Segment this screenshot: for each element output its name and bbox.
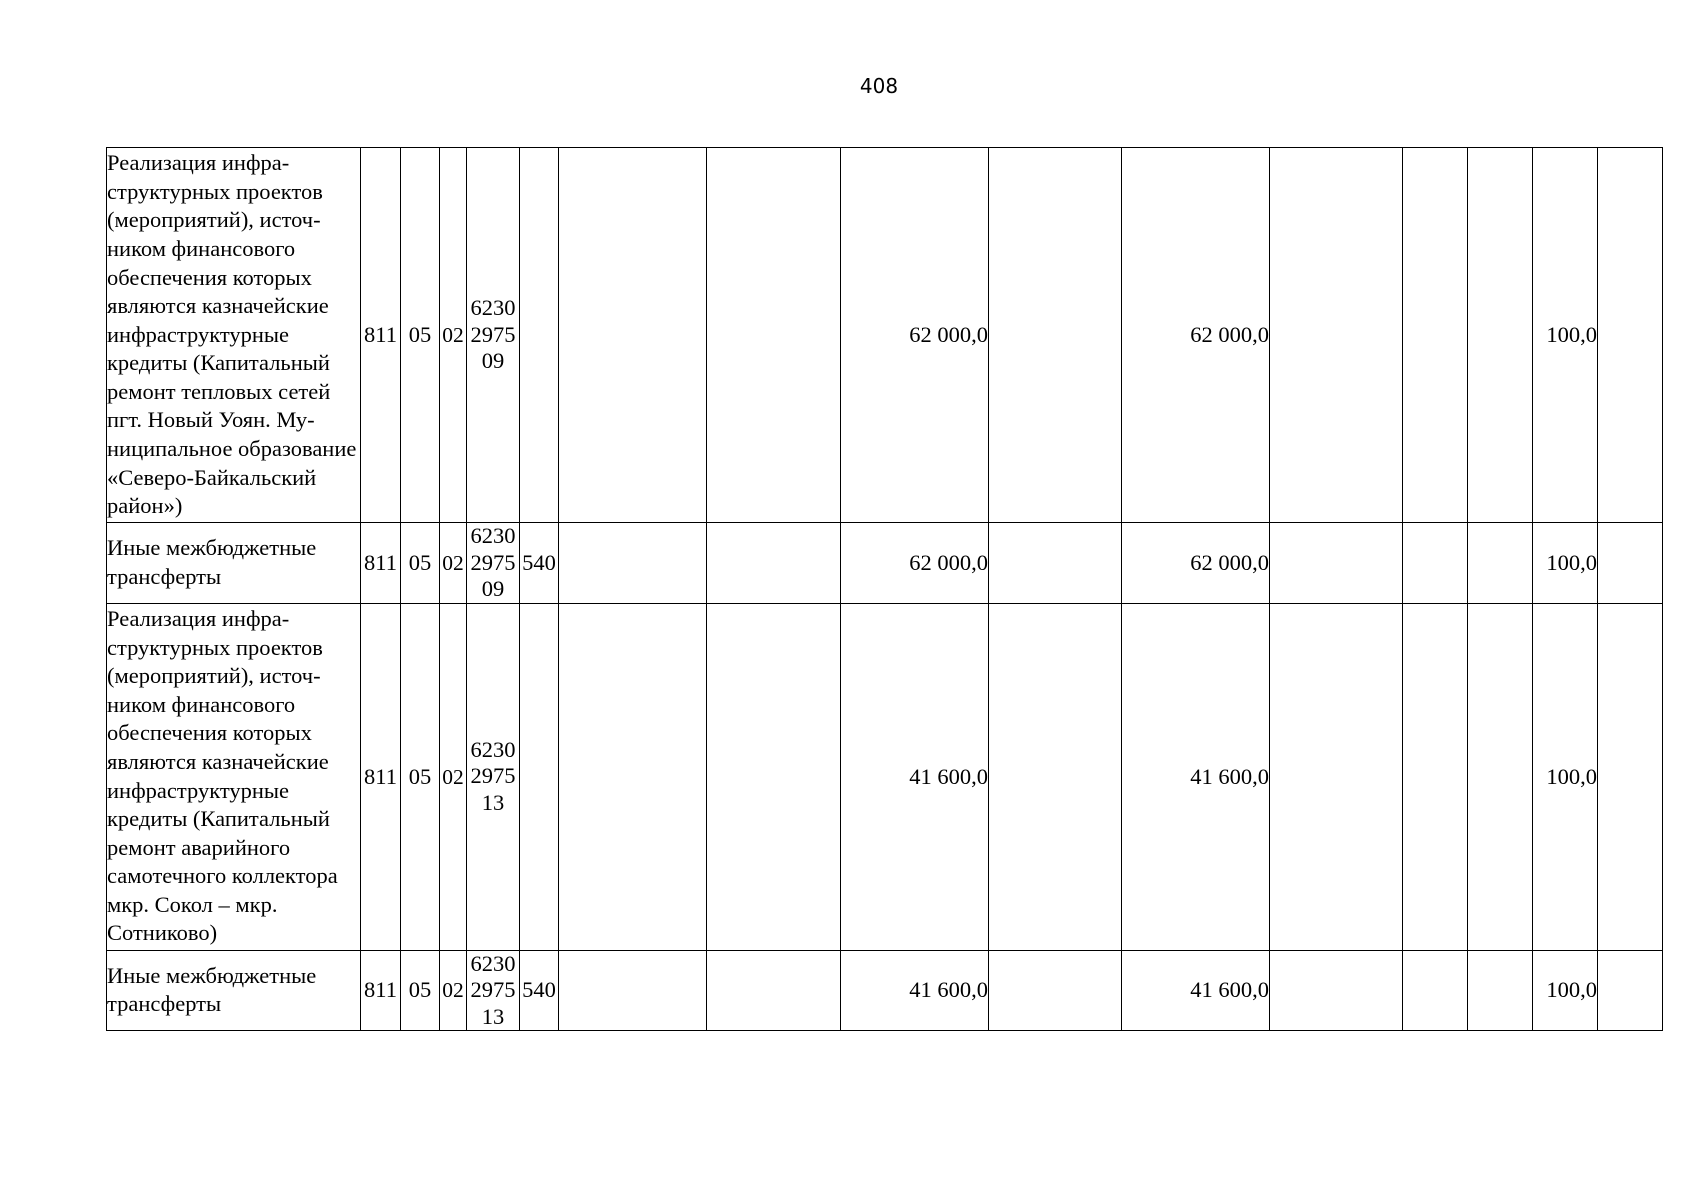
cell-plan: 41 600,0 — [841, 603, 989, 950]
cell-col-a — [559, 523, 707, 604]
cell-col-d — [1270, 523, 1403, 604]
cell-col-e — [1403, 603, 1468, 950]
cell-col-c — [989, 950, 1122, 1031]
cell-col-b — [707, 950, 841, 1031]
cell-rz: 05 — [401, 603, 440, 950]
cell-col-c — [989, 148, 1122, 523]
cell-rz: 05 — [401, 523, 440, 604]
cell-gr: 811 — [361, 603, 401, 950]
cell-col-a — [559, 603, 707, 950]
page-number: 408 — [859, 74, 899, 98]
cell-col-g — [1598, 603, 1663, 950]
cell-col-a — [559, 148, 707, 523]
cell-col-d — [1270, 950, 1403, 1031]
cell-col-f — [1468, 148, 1533, 523]
cell-col-g — [1598, 148, 1663, 523]
cell-col-g — [1598, 523, 1663, 604]
row-description: Иные межбюджетные трансферты — [107, 950, 361, 1031]
cell-percent: 100,0 — [1533, 148, 1598, 523]
cell-col-b — [707, 523, 841, 604]
cell-plan: 41 600,0 — [841, 950, 989, 1031]
cell-pr: 02 — [440, 603, 467, 950]
cell-rz: 05 — [401, 950, 440, 1031]
table-row — [107, 148, 1663, 523]
cell-vr: 540 — [520, 950, 559, 1031]
cell-csr: 6230 2975 13 — [467, 603, 520, 950]
cell-gr: 811 — [361, 950, 401, 1031]
cell-col-c — [989, 603, 1122, 950]
cell-col-b — [707, 603, 841, 950]
cell-vr — [520, 148, 559, 523]
cell-rz: 05 — [401, 148, 440, 523]
cell-col-f — [1468, 950, 1533, 1031]
cell-csr: 6230 2975 09 — [467, 523, 520, 604]
cell-gr: 811 — [361, 523, 401, 604]
cell-percent: 100,0 — [1533, 523, 1598, 604]
cell-col-g — [1598, 950, 1663, 1031]
cell-pr: 02 — [440, 148, 467, 523]
cell-col-d — [1270, 148, 1403, 523]
cell-csr: 6230 2975 13 — [467, 950, 520, 1031]
cell-col-f — [1468, 603, 1533, 950]
row-description: Иные межбюджетные трансферты — [107, 523, 361, 604]
table-row — [107, 950, 1663, 1031]
cell-fact: 41 600,0 — [1122, 950, 1270, 1031]
cell-col-a — [559, 950, 707, 1031]
cell-pr: 02 — [440, 950, 467, 1031]
cell-fact: 62 000,0 — [1122, 148, 1270, 523]
cell-csr: 6230 2975 09 — [467, 148, 520, 523]
cell-col-f — [1468, 523, 1533, 604]
row-description: Реализация инфраструктурных проектов (мероприятий), источником финансового обеспечения которых являются казначейские инфраструктурные кредиты (Капитальный ремонт аварийного самотечного коллектора мкр. Сокол – мкр. Сотниково) — [107, 603, 361, 950]
row-description: Реализация инфраструктурных проектов (мероприятий), источником финансового обеспечения которых являются казначейские инфраструктурные кредиты (Капитальный ремонт тепловых сетей пгт. Новый Уоян. Муниципальное образование «Северо-Байкальский район») — [107, 148, 361, 523]
cell-pr: 02 — [440, 523, 467, 604]
cell-col-e — [1403, 950, 1468, 1031]
budget-table — [106, 147, 1663, 1031]
cell-vr: 540 — [520, 523, 559, 604]
cell-col-b — [707, 148, 841, 523]
cell-col-d — [1270, 603, 1403, 950]
cell-vr — [520, 603, 559, 950]
cell-col-e — [1403, 148, 1468, 523]
cell-fact: 62 000,0 — [1122, 523, 1270, 604]
cell-plan: 62 000,0 — [841, 148, 989, 523]
table-row — [107, 523, 1663, 604]
cell-col-c — [989, 523, 1122, 604]
cell-fact: 41 600,0 — [1122, 603, 1270, 950]
cell-percent: 100,0 — [1533, 603, 1598, 950]
table-row — [107, 603, 1663, 950]
cell-percent: 100,0 — [1533, 950, 1598, 1031]
cell-plan: 62 000,0 — [841, 523, 989, 604]
cell-gr: 811 — [361, 148, 401, 523]
cell-col-e — [1403, 523, 1468, 604]
